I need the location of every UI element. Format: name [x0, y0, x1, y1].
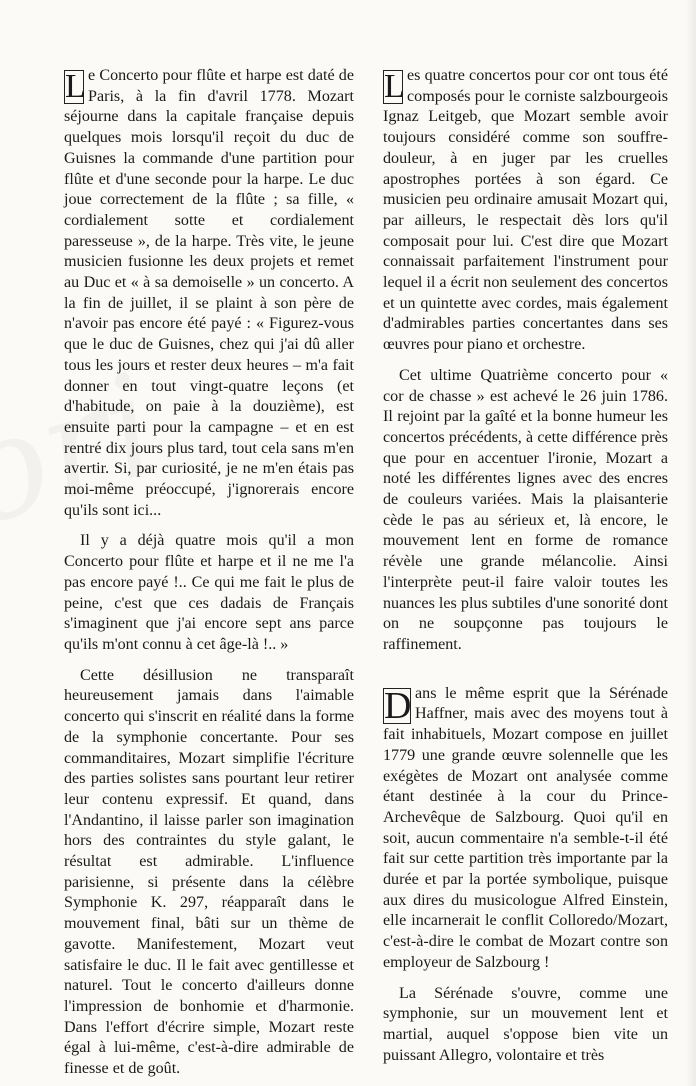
paragraph-text: e Concerto pour flûte et harpe est daté de Paris, à la fin d'avril 1778. Mozart séjourne dans la capitale française depuis quelques mois lorsqu'il reçoit du duc de Guisnes la commande d'une partition pour flûte et d'une seconde pour la harpe. Le duc joue correctement de la flûte ; sa fille, « cordialement sotte et cordialement paresseuse », de la harpe. Très vite, le jeune musicien fusionne les deux projets et remet au Duc et « à sa demoiselle » un concerto. A la fin de juillet, il se plaint à son père de n'avoir pas encore été payé : « Figurez-vous que le duc de Guisnes, chez qui j'ai dû aller tous les jours et rester deux heures – m'a fait donner en tout vingt-quatre leçons (et d'habitude, on paie à la douzième), est ensuite parti pour la campagne – et en est rentré dix jours plus tard, tout cela sans m'en avertir. Si, par curiosité, je ne m'en étais pas moi-même préoccupé, j'ignorerais encore qu'ils sont ici...: [64, 67, 354, 519]
paragraph-serenade: [383, 684, 668, 974]
paragraph-serenade-opening: La Sérénade s'ouvre, comme une symphonie, sur un mouvement lent et martial, auquel s'oppose bien vite un puissant Allegro, volontaire et très: [383, 984, 668, 1064]
paragraph-disillusion: Cette désillusion ne transparaît heureusement jamais dans l'aimable concerto qui s'inscrit en réalité dans la forme de la symphonie concertante. Pour ses commanditaires, Mozart simplifie l'écriture des parties solistes sans pourtant leur retirer leur contenu expressif. Et quand, dans l'Andantino, il laisse parler son imagination hors des contraintes du style galant, le résultat est admirable. L'influence parisienne, si présente dans la célèbre Symphonie K. 297, réapparaît dans le mouvement final, bâti sur un thème de gavotte. Manifestement, Mozart veut satisfaire le duc. Il le fait avec gentillesse et naturel. Tout le concerto d'ailleurs donne l'impression de bonhomie et d'harmonie. Dans l'effort d'écrire simple, Mozart reste égal à lui-même, c'est-à-dire admirable de finesse et de goût.: [64, 666, 354, 1078]
paragraph-fourth-concerto: Cet ultime Quatrième concerto pour « cor de chasse » est achevé le 26 juin 1786. Il rejoint par la gaîté et la bonne humeur les concertos précédents, à cette différence près que pour en accentuer l'ironie, Mozart a noté les différentes lignes avec des encres de couleurs variées. Mais la plaisanterie cède le pas au sérieux et, là encore, le mouvement lent en forme de romance révèle une grande mélancolie. Ainsi l'interprète peut-il faire valoir toutes les nuances les plus subtiles d'une sonorité dont on ne soupçonne pas toujours le raffinement.: [383, 366, 668, 653]
drop-cap: D: [384, 684, 412, 727]
paragraph-text: es quatre concertos pour cor ont tous été composés pour le corniste salzbourgeois Ignaz Leitgeb, que Mozart semble avoir toujours considéré comme son souffre-douleur, à en juger par les cruelles apostrophes portées à son égard. Ce musicien peu ordinaire amusait Mozart qui, par ailleurs, le respectait dès lors qu'il composait pour lui. C'est dire que Mozart connaissait parfaitement l'instrument pour lequel il a écrit non seulement des concertos et un quintette avec cordes, mais également d'admirables parties concertantes dans ses œuvres pour piano et orchestre.: [383, 67, 668, 354]
paragraph-flute-harp-concerto: [64, 66, 354, 521]
drop-cap: L: [384, 68, 405, 105]
paragraph-horn-concertos: [383, 66, 668, 356]
paragraph-text: ans le même esprit que la Sérénade Haffner, mais avec des moyens tout à fait inhabituels, Mozart compose en juillet 1779 une grande œuvre solennelle que les exégètes de Mozart ont analysée comme étant destinée à la cour du Prince-Archevêque de Salzbourg. Quoi qu'il en soit, aucun commentaire n'a semble-t-il été fait sur cette partition très importante par la durée et par la portée symbolique, puisque aux dires du musicologue Alfred Einstein, elle incarnerait le conflit Colloredo/Mozart, c'est-à-dire le combat de Mozart contre son employeur de Salzbourg !: [383, 684, 668, 971]
right-column: [383, 66, 668, 1066]
left-column: [64, 66, 354, 1080]
paragraph-letter-quote: Il y a déjà quatre mois qu'il a mon Concerto pour flûte et harpe et il ne me l'a pas encore payé !.. Ce qui me fait le plus de peine, c'est que ces dadais de Français s'imaginent que j'ai encore sept ans parce qu'ils m'ont connu à cet âge-là !.. »: [64, 532, 354, 653]
page-edge-shadow: [686, 0, 696, 1086]
drop-cap: L: [65, 68, 86, 105]
